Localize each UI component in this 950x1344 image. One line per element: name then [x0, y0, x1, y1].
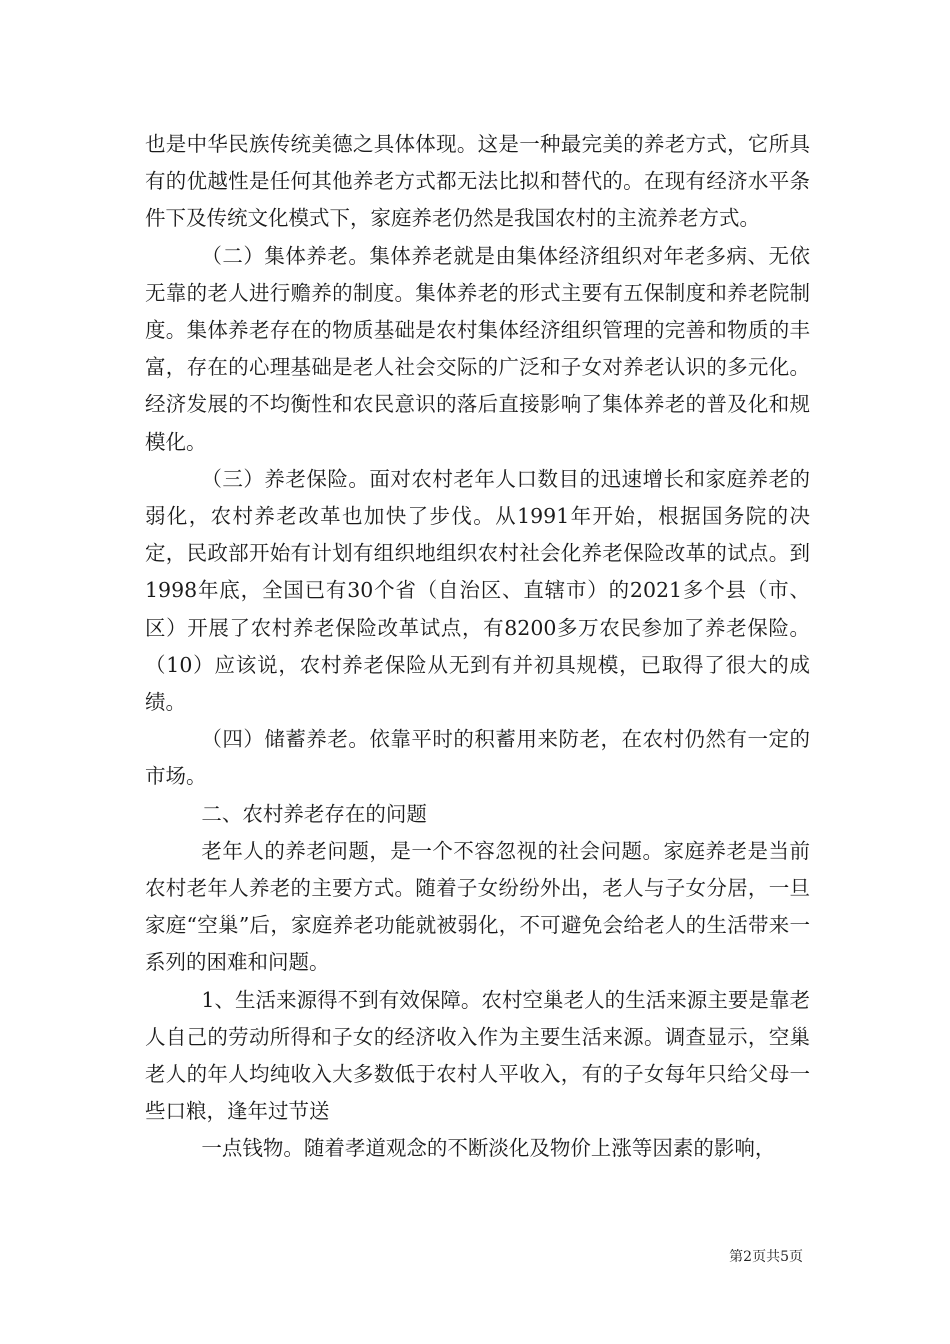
paragraph-money-goods: 一点钱物。随着孝道观念的不断淡化及物价上涨等因素的影响，: [201, 1136, 776, 1161]
page-number: 第2页共5页: [729, 1249, 803, 1265]
section-heading-problems: 二、农村养老存在的问题: [201, 801, 427, 826]
paragraph-pension-insurance: （三）养老保险。面对农村老年人口数目的迅速增长和家庭养老的弱化，农村养老改革也加快了步伐。从1991年开始，根据国务院的决定，民政部开始有计划有组织地组织农村社会化养老保险改革的试点。到1998年底，全国已有30个省（自治区、直辖市）的2021多个县（市、区）开展了农村养老保险改革试点，有8200多万农民参加了养老保险。（10）应该说，农村养老保险从无到有并初具规模，已取得了很大的成绩。: [145, 466, 810, 715]
paragraph-income-source: 1、生活来源得不到有效保障。农村空巢老人的生活来源主要是靠老人自己的劳动所得和子女的经济收入作为主要生活来源。调查显示，空巢老人的年人均纯收入大多数低于农村人平收入，有的子女每年只给父母一些口粮，逢年过节送: [145, 987, 810, 1124]
document-body: [145, 126, 810, 1168]
paragraph-collective-care: （二）集体养老。集体养老就是由集体经济组织对年老多病、无依无靠的老人进行赡养的制度。集体养老的形式主要有五保制度和养老院制度。集体养老存在的物质基础是农村集体经济组织管理的完善和物质的丰富，存在的心理基础是老人社会交际的广泛和子女对养老认识的多元化。经济发展的不均衡性和农民意识的落后直接影响了集体养老的普及化和规模化。: [145, 243, 810, 454]
paragraph-elderly-problem: 老年人的养老问题，是一个不容忽视的社会问题。家庭养老是当前农村老年人养老的主要方式。随着子女纷纷外出，老人与子女分居，一旦家庭“空巢”后，家庭养老功能就被弱化，不可避免会给老人的生活带来一系列的困难和问题。: [145, 838, 810, 975]
paragraph-continued: 也是中华民族传统美德之具体体现。这是一种最完美的养老方式，它所具有的优越性是任何其他养老方式都无法比拟和替代的。在现有经济水平条件下及传统文化模式下，家庭养老仍然是我国农村的主流养老方式。: [145, 132, 810, 231]
paragraph-savings-care: （四）储蓄养老。依靠平时的积蓄用来防老，在农村仍然有一定的市场。: [145, 727, 810, 789]
